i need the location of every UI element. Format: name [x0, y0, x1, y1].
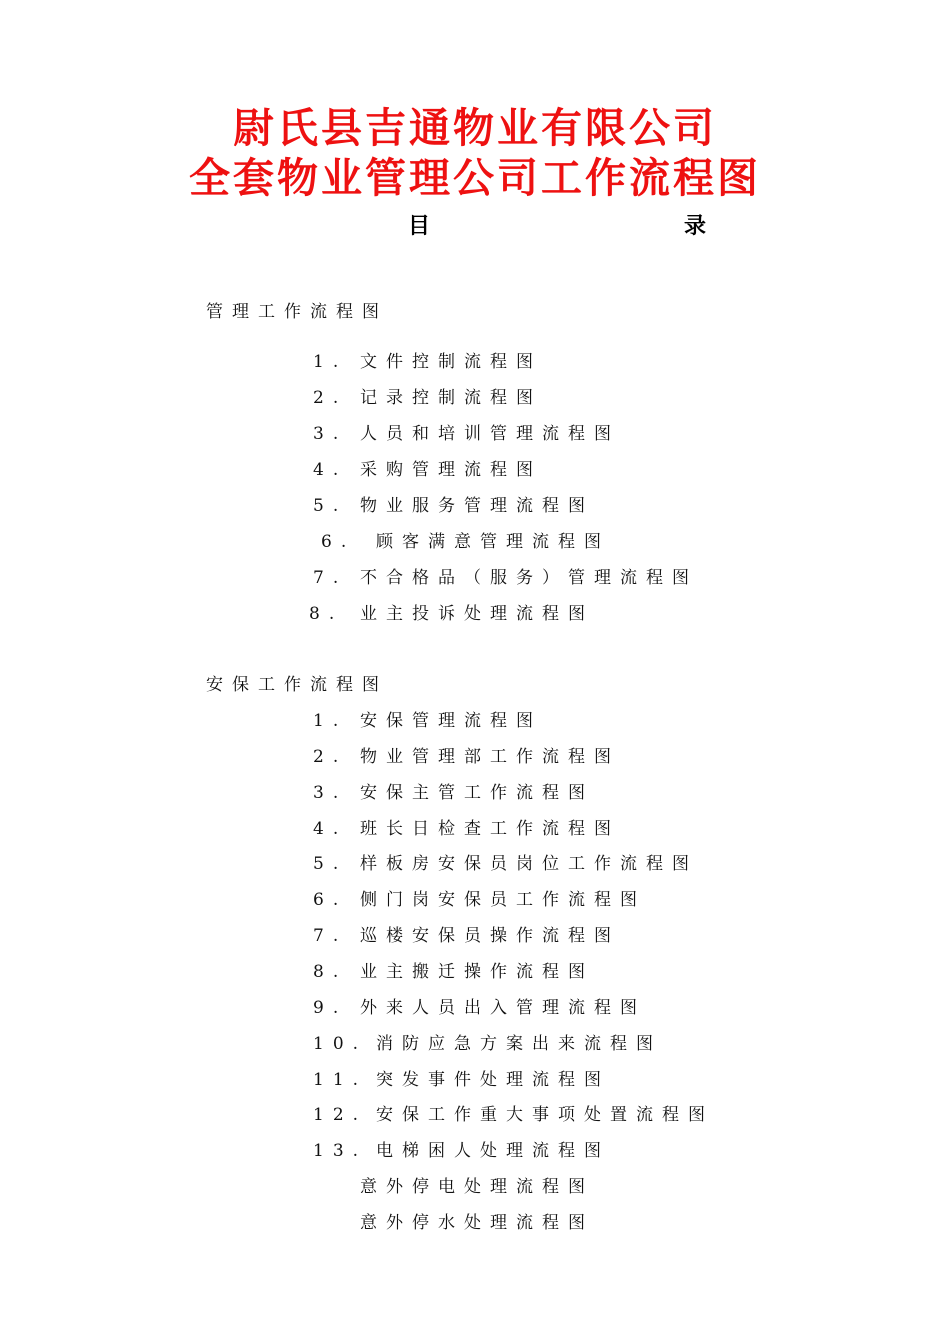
- toc-item-number: 11.: [313, 1070, 368, 1090]
- toc-item[interactable]: [313, 458, 542, 482]
- toc-item-label: 不合格品（服务）管理流程图: [360, 568, 698, 588]
- toc-item-number: 7.: [313, 568, 348, 588]
- toc-item-label: 采购管理流程图: [360, 460, 542, 480]
- toc-item[interactable]: [313, 817, 620, 841]
- toc-item-number: 8.: [309, 604, 344, 624]
- toc-item-number: 3.: [313, 424, 348, 444]
- toc-item[interactable]: [313, 1139, 610, 1163]
- toc-heading-char-1: 目: [408, 214, 431, 239]
- toc-item-number: 2.: [313, 388, 348, 408]
- toc-item[interactable]: [313, 1032, 662, 1056]
- toc-item-number: 6.: [313, 890, 348, 910]
- toc-item-label: 班长日检查工作流程图: [360, 819, 620, 839]
- toc-item-label: 样板房安保员岗位工作流程图: [360, 854, 698, 874]
- toc-item-label: 安保工作重大事项处置流程图: [376, 1105, 714, 1125]
- toc-item-label: 人员和培训管理流程图: [360, 424, 620, 444]
- toc-item[interactable]: [313, 996, 646, 1020]
- toc-item[interactable]: [321, 530, 610, 554]
- section-heading-management: 管理工作流程图: [206, 302, 388, 322]
- toc-item[interactable]: [313, 386, 542, 410]
- toc-item-label: 文件控制流程图: [360, 352, 542, 372]
- toc-item-label: 意外停水处理流程图: [360, 1213, 594, 1233]
- toc-item-label: 巡楼安保员操作流程图: [360, 926, 620, 946]
- toc-item[interactable]: [313, 350, 542, 374]
- toc-item-number: 12.: [313, 1105, 368, 1125]
- toc-item[interactable]: [313, 1068, 610, 1092]
- toc-item-number: 5.: [313, 496, 348, 516]
- toc-item[interactable]: [313, 1211, 594, 1235]
- toc-item[interactable]: [313, 566, 698, 590]
- toc-item-label: 物业管理部工作流程图: [360, 747, 620, 767]
- toc-item-number: 1.: [313, 711, 348, 731]
- toc-item[interactable]: [313, 745, 620, 769]
- toc-item[interactable]: [313, 494, 594, 518]
- toc-item[interactable]: [313, 422, 620, 446]
- document-title: 全套物业管理公司工作流程图: [189, 154, 761, 202]
- toc-item-label: 安保主管工作流程图: [360, 783, 594, 803]
- company-title: 尉氏县吉通物业有限公司: [233, 104, 717, 152]
- toc-item-label: 记录控制流程图: [360, 388, 542, 408]
- toc-item-label: 业主搬迁操作流程图: [360, 962, 594, 982]
- toc-item-label: 电梯困人处理流程图: [376, 1141, 610, 1161]
- toc-item[interactable]: [313, 781, 594, 805]
- toc-item-number: 1.: [313, 352, 348, 372]
- toc-item-number: 5.: [313, 854, 348, 874]
- toc-item[interactable]: [309, 602, 594, 626]
- toc-item-number: 4.: [313, 819, 348, 839]
- toc-item-label: 物业服务管理流程图: [360, 496, 594, 516]
- section-heading-security: 安保工作流程图: [206, 675, 388, 695]
- toc-item-number: 13.: [313, 1141, 368, 1161]
- toc-item-label: 安保管理流程图: [360, 711, 542, 731]
- toc-item-number: 7.: [313, 926, 348, 946]
- toc-item[interactable]: [313, 709, 542, 733]
- toc-item-number: 2.: [313, 747, 348, 767]
- toc-item-label: 消防应急方案出来流程图: [376, 1034, 662, 1054]
- toc-item[interactable]: [313, 888, 646, 912]
- toc-heading-char-2: 录: [684, 214, 707, 239]
- toc-item-number: 8.: [313, 962, 348, 982]
- toc-item-label: 意外停电处理流程图: [360, 1177, 594, 1197]
- toc-item[interactable]: [313, 1175, 594, 1199]
- toc-item-number: 4.: [313, 460, 348, 480]
- toc-item-number: 3.: [313, 783, 348, 803]
- toc-item[interactable]: [313, 852, 698, 876]
- toc-item-label: 突发事件处理流程图: [376, 1070, 610, 1090]
- toc-item-number: 10.: [313, 1034, 368, 1054]
- toc-item[interactable]: [313, 924, 620, 948]
- toc-item-label: 外来人员出入管理流程图: [360, 998, 646, 1018]
- toc-item-label: 侧门岗安保员工作流程图: [360, 890, 646, 910]
- toc-item-number: 6.: [321, 532, 356, 552]
- toc-item[interactable]: [313, 960, 594, 984]
- toc-item[interactable]: [313, 1103, 714, 1127]
- toc-item-number: 9.: [313, 998, 348, 1018]
- toc-item-label: 业主投诉处理流程图: [360, 604, 594, 624]
- toc-item-label: 顾客满意管理流程图: [376, 532, 610, 552]
